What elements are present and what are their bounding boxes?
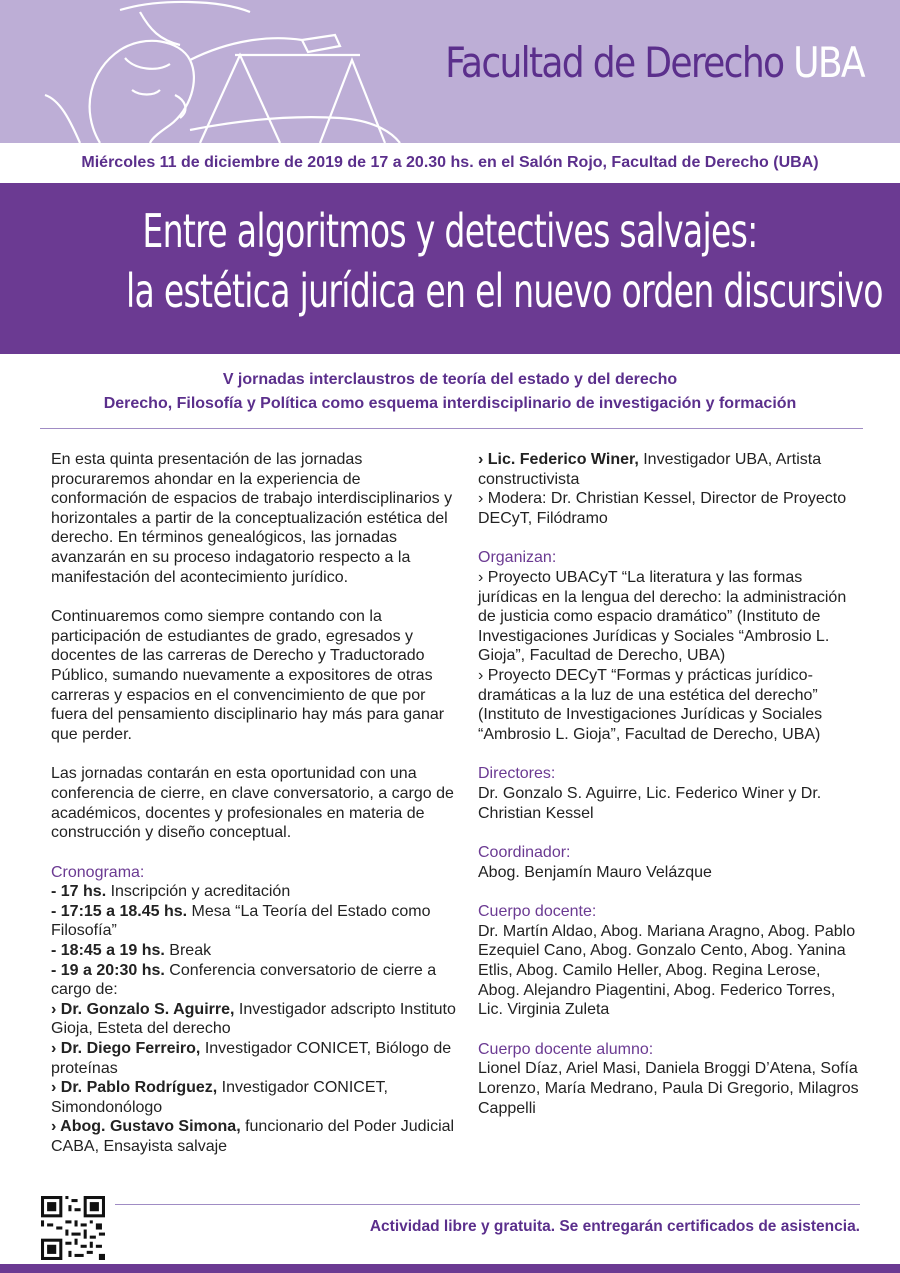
subtitle-line2: Derecho, Filosofía y Política como esquema interdisciplinario de investigación y formación — [103, 395, 797, 412]
schedule-item: - 19 a 20:30 hs. Conferencia conversatorio de cierre a cargo de: — [51, 961, 437, 999]
organizan-item-2: › Proyecto DECyT “Formas y prácticas jurídico-dramáticas a la luz de una estética del derecho” (Instituto de Investigaciones Jurídicas y Sociales “Ambrosio L. Gioja”, Facultad de Derecho, UBA) — [478, 666, 823, 743]
bottom-bar — [0, 1264, 900, 1273]
event-date-line: Miércoles 11 de diciembre de 2019 de 17 a 20.30 hs. en el Salón Rojo, Facultad de Derecho (UBA) — [0, 143, 900, 183]
event-title — [0, 201, 900, 321]
speaker-item: › Dr. Gonzalo S. Aguirre, Investigador adscripto Instituto Gioja, Esteta del derecho — [51, 1000, 456, 1038]
cuerpo-docente-heading: Cuerpo docente: — [478, 903, 597, 921]
right-column — [478, 450, 863, 1138]
intro-paragraph-2: Continuaremos como siempre contando con la participación de estudiantes de grado, egresados y docentes de las carreras de Derecho y Traductorado Público, sumando nuevamente a expositores de otras carreras y espacios en el convencimiento de que por fuera del pensamiento disciplinario hay más para ganar que perder. — [51, 608, 445, 743]
directores-heading: Directores: — [478, 765, 556, 783]
subtitle-line1: V jornadas interclaustros de teoría del estado y del derecho — [222, 371, 678, 388]
cuerpo-docente-alumno-heading: Cuerpo docente alumno: — [478, 1040, 654, 1058]
cuerpo-docente-list: Dr. Martín Aldao, Abog. Mariana Aragno, Abog. Pablo Ezequiel Cano, Abog. Gonzalo Cento, Abog. Yanina Etlis, Abog. Camilo Heller, Abog. Regina Lerose, Abog. Alejandro Piagentini, Abog. Federico Torres, Lic. Virginia Zuleta — [478, 922, 856, 1019]
schedule-item: - 17 hs. Inscripción y acreditación — [51, 883, 291, 901]
organizan-heading: Organizan: — [478, 549, 557, 567]
speaker-item: › Dr. Pablo Rodríguez, Investigador CONICET, Simondonólogo — [51, 1079, 388, 1116]
bottom-divider — [115, 1204, 860, 1205]
directores-list: Dr. Gonzalo S. Aguirre, Lic. Federico Winer y Dr. Christian Kessel — [478, 784, 822, 822]
cronograma-heading: Cronograma: — [51, 863, 145, 881]
header-banner — [0, 0, 900, 143]
moderator: › Modera: Dr. Christian Kessel, Director de Proyecto DECyT, Filódramo — [478, 490, 847, 527]
speaker-item: › Abog. Gustavo Simona, funcionario del Poder Judicial CABA, Ensayista salvaje — [51, 1118, 455, 1155]
speaker-winer: › Lic. Federico Winer, Investigador UBA, Artista constructivista — [478, 451, 822, 488]
organizan-item-1: › Proyecto UBACyT “La literatura y las formas jurídicas en la lengua del derecho: la administración de justicia como espacio dramático” (Instituto de Investigaciones Jurídicas y Sociales “Ambrosio L. Gioja”, Facultad de Derecho, UBA) — [478, 568, 847, 665]
intro-paragraph-1: En esta quinta presentación de las jornadas procuraremos ahondar en la experiencia de conformación de espacios de trabajo interdisciplinarios y horizontales a partir de la conceptualización estética del derecho. En términos genealógicos, las jornadas avanzarán en su proceso indagatorio respecto a la manifestación del acontecimiento jurídico. — [51, 451, 453, 586]
cuerpo-docente-alumno-list: Lionel Díaz, Ariel Masi, Daniela Broggi D’Atena, Sofía Lorenzo, María Medrano, Paula Di Gregorio, Milagros Cappelli — [478, 1060, 859, 1117]
event-title-line2: la estética jurídica en el nuevo orden discursivo — [126, 264, 883, 318]
faculty-title: Facultad de Derecho UBA — [445, 38, 864, 87]
left-column — [51, 450, 456, 1157]
event-title-line1: Entre algoritmos y detectives salvajes: — [142, 204, 758, 258]
schedule-list — [51, 882, 456, 1156]
top-divider — [40, 428, 863, 429]
footer-note: Actividad libre y gratuita. Se entregarán certificados de asistencia. — [369, 1218, 860, 1235]
coordinador-name: Abog. Benjamín Mauro Velázque — [478, 863, 712, 881]
title-band — [0, 183, 900, 354]
schedule-item: - 17:15 a 18.45 hs. Mesa “La Teoría del Estado como Filosofía” — [51, 902, 431, 940]
schedule-item: - 18:45 a 19 hs. Break — [51, 942, 212, 960]
qr-code-icon[interactable] — [41, 1196, 105, 1260]
woman-scales-illustration — [40, 0, 410, 143]
intro-paragraph-3: Las jornadas contarán en esta oportunidad con una conferencia de cierre, en clave conversatorio, a cargo de académicos, docentes y profesionales en materia de construcción y diseño conceptual. — [51, 765, 454, 842]
speaker-item: › Dr. Diego Ferreiro, Investigador CONICET, Biólogo de proteínas — [51, 1040, 452, 1077]
coordinador-heading: Coordinador: — [478, 844, 571, 862]
faculty-title-accent: UBA — [793, 38, 864, 87]
event-subtitle — [0, 368, 900, 416]
